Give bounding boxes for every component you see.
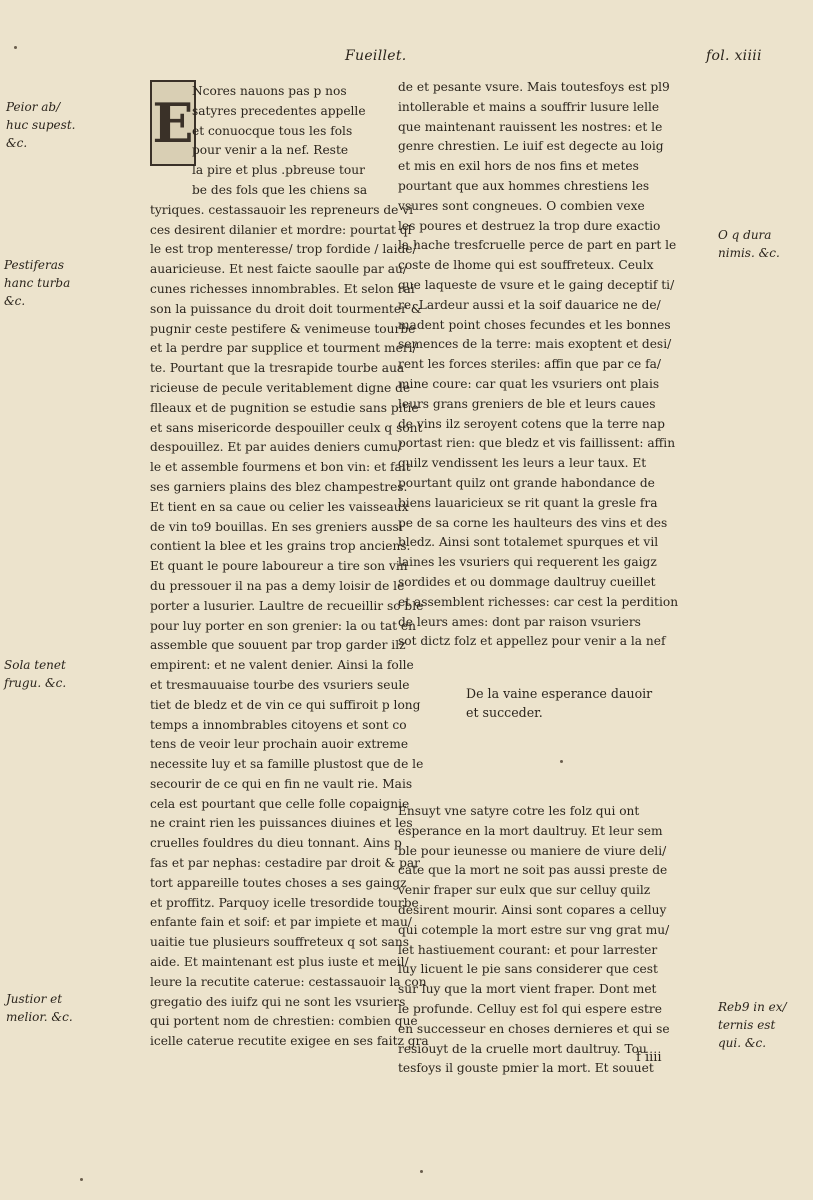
text-line: du pressouer il na pas a demy loisir de le <box>150 578 405 593</box>
marginal-line: Pestiferas <box>4 258 65 272</box>
text-line: resiouyt de la cruelle mort daultruy. Tou <box>398 1041 647 1056</box>
marginal-line: Reb9 in ex/ <box>718 1000 787 1014</box>
text-line: pourtant quilz ont grande habondance de <box>398 475 655 490</box>
marginal-line: hanc turba <box>4 276 71 290</box>
text-line: ricieuse de pecule veritablement digne de <box>150 380 411 395</box>
signature-mark: f iiii <box>636 1050 662 1065</box>
text-line: pour venir a la nef. Reste <box>192 143 349 158</box>
text-line: sur luy que la mort vient fraper. Dont met <box>398 982 657 997</box>
text-line: semences de la terre: mais exoptent et desi/ <box>398 337 672 352</box>
text-line: icelle caterue recutite exigee en ses faitz gra <box>150 1034 429 1049</box>
text-line: tens de veoir leur prochain auoir extreme <box>150 737 409 752</box>
text-line: tyriques. cestassauoir les repreneurs de vi <box>150 202 414 217</box>
text-line: cunes richesses innombrables. Et selon rai <box>150 281 415 296</box>
text-line: de leurs ames: dont par raison vsuriers <box>398 614 641 629</box>
text-line: despouillez. Et par auides deniers cumu/ <box>150 440 403 455</box>
ink-speck <box>560 760 563 763</box>
text-line: ses garniers plains des blez champestres. <box>150 479 408 494</box>
heading-line: et succeder. <box>466 705 543 720</box>
ink-speck <box>14 46 17 49</box>
text-line: uaitie tue plusieurs souffreteux q sot sans <box>150 935 409 950</box>
marginal-note <box>6 98 75 152</box>
text-line: pugnir ceste pestifere & venimeuse tourbe <box>150 321 416 336</box>
text-line: ne craint rien les puissances diuines et les <box>150 816 413 831</box>
text-line: le et assemble fourmens et bon vin: et fait <box>150 460 411 475</box>
text-line: pourtant que aux hommes chrestiens les <box>398 178 650 193</box>
text-line: et proffitz. Parquoy icelle tresordide tourbe <box>150 895 419 910</box>
text-line: le est trop menteresse/ trop fordide / laide/ <box>150 242 417 257</box>
text-line: coste de lhome qui est souffreteux. Ceulx <box>398 258 654 273</box>
marginal-line: nimis. &c. <box>718 246 780 260</box>
marginal-note <box>6 990 73 1026</box>
marginal-note <box>4 256 70 310</box>
text-line: madent point choses fecundes et les bonnes <box>398 317 671 332</box>
text-line: Et quant le poure laboureur a tire son vin <box>150 559 408 574</box>
text-line: be des fols que les chiens sa <box>192 182 368 197</box>
text-line: leurs grans greniers de ble et leurs caues <box>398 396 656 411</box>
marginal-note <box>718 998 787 1052</box>
text-line: sordides et ou dommage daultruy cueillet <box>398 574 656 589</box>
text-line: et tresmauuaise tourbe des vsuriers seule <box>150 677 410 692</box>
ink-speck <box>420 1170 423 1173</box>
text-line: qui portent nom de chrestien: combien que <box>150 1014 418 1029</box>
text-line: secourir de ce qui en fin ne vault rie. Mais <box>150 776 413 791</box>
text-line: cela est pourtant que celle folle copaignie <box>150 796 410 811</box>
text-line: rent les forces steriles: affin que par ce fa/ <box>398 357 662 372</box>
text-line: la hache tresfcruelle perce de part en part le <box>398 238 677 253</box>
text-line: la pire et plus .pbreuse tour <box>192 163 365 178</box>
text-line: fas et par nephas: cestadire par droit & par <box>150 856 420 871</box>
marginal-note <box>718 226 780 262</box>
text-line: let hastiuement courant: et pour larrester <box>398 942 658 957</box>
text-line: temps a innombrables citoyens et sont co <box>150 717 407 732</box>
text-line: les poures et destruez la trop dure exactio <box>398 218 661 233</box>
text-line: leure la recutite caterue: cestassauoir la con <box>150 974 427 989</box>
text-line: et la perdre par supplice et tourment meri/ <box>150 341 417 356</box>
text-line: bledz. Ainsi sont totalemet spurques et vil <box>398 535 659 550</box>
text-line: auaricieuse. Et nest faicte saoulle par au/ <box>150 262 407 277</box>
text-line: empirent: et ne valent denier. Ainsi la folle <box>150 658 414 673</box>
text-line: que laqueste de vsure et le gaing deceptif ti/ <box>398 277 675 292</box>
text-line: sot dictz folz et appellez pour venir a la nef <box>398 634 666 649</box>
text-line: vsures sont congneues. O combien vexe <box>398 198 645 213</box>
text-line: de vin to9 bouillas. En ses greniers aussi <box>150 519 403 534</box>
decorated-initial: E <box>150 80 196 166</box>
text-line: flleaux et de pugnition se estudie sans pitie <box>150 400 419 415</box>
running-title: Fueillet. <box>345 48 407 64</box>
chapter-heading <box>466 684 652 722</box>
marginal-line: melior. &c. <box>6 1010 73 1024</box>
text-line: desirent mourir. Ainsi sont copares a celluy <box>398 902 667 917</box>
text-line: pe de sa corne les haulteurs des vins et des <box>398 515 668 530</box>
text-line: qui cotemple la mort estre sur vng grat mu/ <box>398 922 670 937</box>
marginal-line: &c. <box>4 294 26 308</box>
text-line: gregatio des iuifz qui ne sont les vsuriers <box>150 994 406 1009</box>
marginal-note <box>4 656 66 692</box>
text-line: esperance en la mort daultruy. Et leur sem <box>398 823 663 838</box>
text-line: te. Pourtant que la tresrapide tourbe aua <box>150 361 405 376</box>
text-line: cate que la mort ne soit pas aussi preste de <box>398 863 668 878</box>
text-line: necessite luy et sa famille plustost que de le <box>150 757 424 772</box>
text-line: Ensuyt vne satyre cotre les folz qui ont <box>398 804 640 818</box>
marginal-line: qui. &c. <box>718 1036 767 1050</box>
text-line: biens lauaricieux se rit quant la gresle fra <box>398 495 658 510</box>
text-line: et mis en exil hors de nos fins et metes <box>398 159 639 174</box>
text-line: portast rien: que bledz et vis faillissent: affin <box>398 436 676 451</box>
text-line: de vins ilz seroyent cotens que la terre nap <box>398 416 665 431</box>
text-line: mine coure: car quat les vsuriers ont plais <box>398 376 660 391</box>
text-line: son la puissance du droit doit tourmenter & <box>150 301 422 316</box>
text-line: tesfoys il gouste pmier la mort. Et souuet <box>398 1061 654 1076</box>
text-line: luy licuent le pie sans considerer que cest <box>398 962 658 977</box>
text-line: re. Lardeur aussi et la soif dauarice ne de/ <box>398 297 661 312</box>
marginal-line: Sola tenet <box>4 658 66 672</box>
text-line: assemble que souuent par trop garder ilz <box>150 638 406 653</box>
text-line: genre chrestien. Le iuif est degecte au loig <box>398 139 664 154</box>
marginal-line: ternis est <box>718 1018 776 1032</box>
marginal-line: Justior et <box>6 992 63 1006</box>
right-column-lower <box>398 802 728 1079</box>
marginal-line: huc supest. <box>6 118 76 132</box>
ink-speck <box>80 1178 83 1181</box>
text-line: et sans misericorde despouiller ceulx q sont <box>150 420 423 435</box>
text-line: que maintenant rauissent les nostres: et le <box>398 119 663 134</box>
text-line: intollerable et mains a souffrir lusure lelle <box>398 99 660 114</box>
text-line: et assemblent richesses: car cest la perdition <box>398 594 679 609</box>
text-line: porter a lusurier. Laultre de recueillir so ble <box>150 598 424 613</box>
text-line: satyres precedentes appelle <box>192 103 366 118</box>
text-line: quilz vendissent les leurs a leur taux. Et <box>398 456 647 471</box>
text-line: tiet de bledz et de vin ce qui suffiroit p long <box>150 697 421 712</box>
text-line: contient la blee et les grains trop anciens. <box>150 539 411 554</box>
text-line: cruelles fouldres du dieu tonnant. Ains p <box>150 836 402 851</box>
text-line: aide. Et maintenant est plus iuste et meil/ <box>150 955 409 970</box>
heading-line: De la vaine esperance dauoir <box>466 686 653 701</box>
marginal-line: frugu. &c. <box>4 676 67 690</box>
text-line: tort appareille toutes choses a ses gaingz <box>150 875 407 890</box>
folio-number: fol. xiiii <box>706 48 762 64</box>
text-line: enfante fain et soif: et par impiete et mau/ <box>150 915 412 930</box>
text-line: laines les vsuriers qui requerent les gaigz <box>398 555 657 570</box>
text-line: Ncores nauons pas p nos <box>192 84 347 98</box>
text-line: le profunde. Celluy est fol qui espere estre <box>398 1001 662 1016</box>
text-line: pour luy porter en son grenier: la ou tat en <box>150 618 416 633</box>
marginal-line: &c. <box>6 136 28 150</box>
text-line: Et tient en sa caue ou celier les vaisseaux <box>150 499 409 514</box>
right-column <box>398 78 728 652</box>
text-line: et conuocque tous les fols <box>192 123 353 138</box>
text-line: en successeur en choses dernieres et qui se <box>398 1021 670 1036</box>
marginal-line: Peior ab/ <box>6 100 61 114</box>
text-line: ces desirent dilanier et mordre: pourtat ql <box>150 222 412 237</box>
text-line: de et pesante vsure. Mais toutesfoys est pl9 <box>398 80 670 94</box>
text-line: ble pour ieunesse ou maniere de viure deli/ <box>398 843 667 858</box>
marginal-line: O q dura <box>718 228 772 242</box>
text-line: venir fraper sur eulx que sur celluy quilz <box>398 883 651 898</box>
